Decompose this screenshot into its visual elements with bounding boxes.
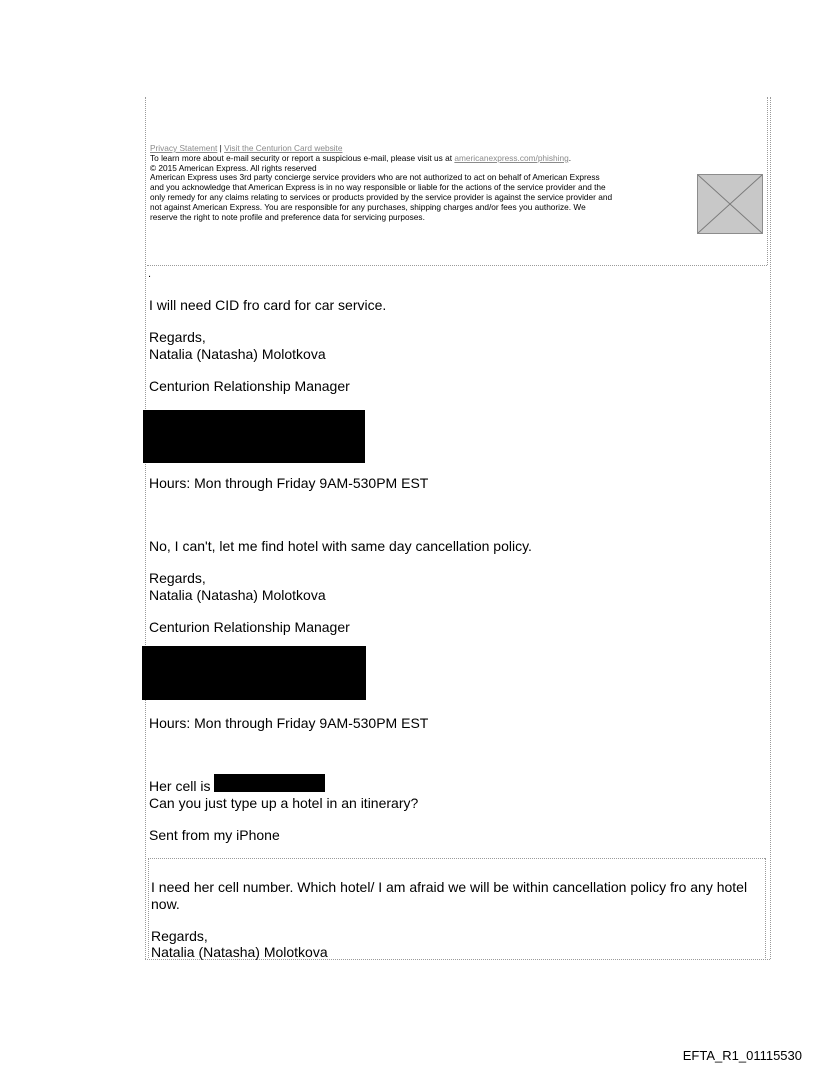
message1-sender-name: Natalia (Natasha) Molotkova	[149, 346, 326, 362]
document-id: EFTA_R1_01115530	[682, 1048, 802, 1063]
quote-box-top-line	[148, 858, 765, 859]
message2-sender-name: Natalia (Natasha) Molotkova	[149, 587, 326, 603]
disclaimer-line: and you acknowledge that American Express is in no way responsible or liable for the actions of the service provider and the	[150, 182, 606, 193]
footer-box-bottom-line	[147, 265, 767, 266]
message1-body: I will need CID fro card for car service.	[149, 297, 387, 313]
message3-question: Can you just type up a hotel in an itinerary?	[149, 795, 419, 811]
disclaimer-line: only remedy for any claims relating to services or products provided by the service provider is against the service provider and	[150, 191, 613, 202]
frame-right-inner-line	[767, 97, 768, 265]
message3-cell-label: Her cell is	[149, 778, 211, 794]
link-separator: |	[219, 143, 222, 153]
message1-sender-title: Centurion Relationship Manager	[149, 378, 350, 394]
message4-body-line2: now.	[151, 896, 180, 912]
message1-hours: Hours: Mon through Friday 9AM-530PM EST	[149, 475, 429, 491]
copyright-text: © 2015 American Express. All rights reserved	[150, 162, 317, 173]
centurion-website-link[interactable]: Visit the Centurion Card website	[224, 143, 343, 153]
message4-sender-name: Natalia (Natasha) Molotkova	[151, 944, 328, 960]
disclaimer-line: reserve the right to note profile and preference data for servicing purposes.	[150, 211, 425, 222]
security-notice-text: To learn more about e-mail security or report a suspicious e-mail, please visit us at	[150, 152, 453, 163]
message2-regards: Regards,	[149, 570, 206, 586]
message2-sender-title: Centurion Relationship Manager	[149, 619, 350, 635]
broken-image-icon	[697, 174, 763, 234]
disclaimer-line: not against American Express. You are responsible for any purchases, shipping charges and/or fees you authorize. We	[150, 201, 586, 212]
quote-box-left-line	[148, 858, 149, 958]
message4-regards: Regards,	[151, 928, 208, 944]
message4-body-line1: I need her cell number. Which hotel/ I am afraid we will be within cancellation policy fro any hotel	[151, 879, 748, 895]
frame-left-line	[145, 97, 146, 959]
redaction-block	[143, 410, 365, 463]
frame-right-line	[770, 97, 771, 959]
redaction-block	[214, 774, 325, 792]
message1-regards: Regards,	[149, 329, 206, 345]
quote-box-right-line	[765, 858, 766, 958]
amex-footer-legal	[150, 144, 695, 222]
phishing-link[interactable]: americanexpress.com/phishing	[454, 152, 569, 163]
message3-signature: Sent from my iPhone	[149, 827, 280, 843]
stray-dot: .	[148, 268, 152, 280]
message2-body: No, I can't, let me find hotel with same day cancellation policy.	[149, 538, 532, 554]
redaction-block	[142, 646, 366, 700]
disclaimer-line: American Express uses 3rd party concierge service providers who are not authorized to act on behalf of American Express	[150, 172, 600, 183]
privacy-statement-link[interactable]: Privacy Statement	[150, 143, 218, 153]
security-notice-period: .	[568, 152, 572, 163]
message2-hours: Hours: Mon through Friday 9AM-530PM EST	[149, 715, 429, 731]
